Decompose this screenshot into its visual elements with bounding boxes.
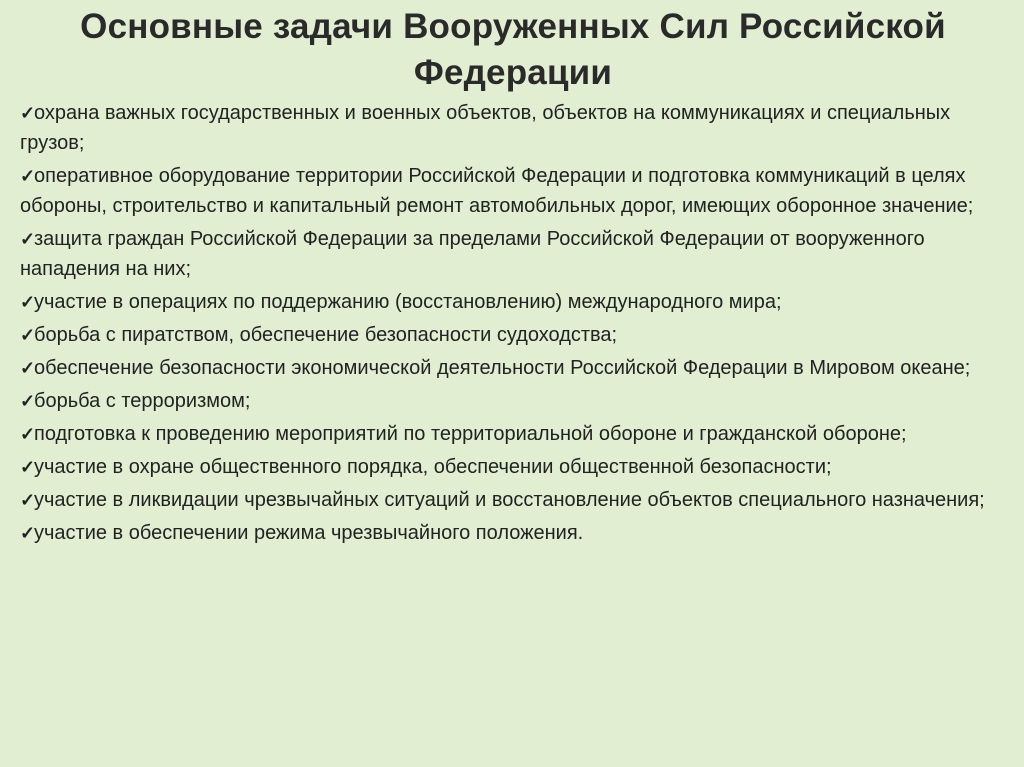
list-item — [20, 287, 1006, 317]
task-list — [20, 98, 1006, 548]
check-icon: ✓ — [20, 358, 36, 378]
check-icon: ✓ — [20, 229, 36, 249]
list-item-text: подготовка к проведению мероприятий по территориальной обороне и гражданской обороне; — [34, 423, 907, 445]
list-item — [20, 320, 1006, 350]
slide-title-line-1: Основные задачи Вооруженных Сил Российской — [80, 7, 946, 46]
list-item-text: охрана важных государственных и военных объектов, объектов на коммуникациях и специальных грузов; — [20, 102, 951, 154]
list-item — [20, 161, 1006, 221]
list-item-text: участие в ликвидации чрезвычайных ситуаций и восстановление объектов специального назначения; — [34, 489, 985, 511]
list-item — [20, 224, 1006, 284]
check-icon: ✓ — [20, 292, 36, 312]
check-icon: ✓ — [20, 103, 36, 123]
list-item — [20, 353, 1006, 383]
check-icon: ✓ — [20, 523, 36, 543]
list-item-text: борьба с терроризмом; — [34, 390, 251, 412]
check-icon: ✓ — [20, 424, 36, 444]
list-item — [20, 98, 1006, 158]
list-item — [20, 386, 1006, 416]
check-icon: ✓ — [20, 391, 36, 411]
slide-title — [20, 0, 1006, 96]
list-item — [20, 485, 1006, 515]
check-icon: ✓ — [20, 490, 36, 510]
list-item-text: борьба с пиратством, обеспечение безопасности судоходства; — [34, 324, 618, 346]
check-icon: ✓ — [20, 457, 36, 477]
list-item — [20, 419, 1006, 449]
list-item-text: обеспечение безопасности экономической деятельности Российской Федерации в Мировом океане; — [34, 357, 971, 379]
slide-title-line-2: Федерации — [413, 53, 613, 92]
list-item — [20, 452, 1006, 482]
list-item-text: участие в операциях по поддержанию (восстановлению) международного мира; — [34, 291, 782, 313]
list-item — [20, 518, 1006, 548]
check-icon: ✓ — [20, 325, 36, 345]
list-item-text: защита граждан Российской Федерации за пределами Российской Федерации от вооруженного нападения на них; — [20, 228, 925, 280]
check-icon: ✓ — [20, 166, 36, 186]
list-item-text: участие в обеспечении режима чрезвычайного положения. — [34, 522, 584, 544]
list-item-text: оперативное оборудование территории Российской Федерации и подготовка коммуникаций в целях обороны, строительство и капитальный ремонт автомобильных дорог, имеющих оборонное значение; — [20, 165, 974, 217]
list-item-text: участие в охране общественного порядка, обеспечении общественной безопасности; — [34, 456, 832, 478]
